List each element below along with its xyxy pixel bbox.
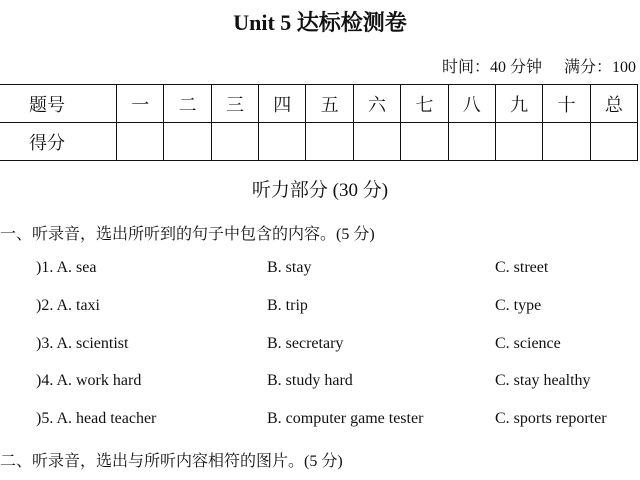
score-cell[interactable] xyxy=(495,123,542,161)
option-a: )3. A. scientist xyxy=(36,335,129,352)
option-row xyxy=(0,335,640,359)
score-table xyxy=(0,84,638,161)
option-b: B. computer game tester xyxy=(267,410,424,427)
option-a: )2. A. taxi xyxy=(36,297,100,314)
col-header: 总 xyxy=(590,85,637,123)
col-header: 九 xyxy=(495,85,542,123)
col-header: 二 xyxy=(164,85,211,123)
option-a: )1. A. sea xyxy=(36,259,97,276)
option-b: B. stay xyxy=(267,259,312,276)
option-c: C. street xyxy=(495,259,549,276)
option-b: B. trip xyxy=(267,297,308,314)
option-row xyxy=(0,410,640,434)
score-cell[interactable] xyxy=(448,123,495,161)
option-c: C. stay healthy xyxy=(495,372,591,389)
option-row xyxy=(0,297,640,321)
col-header: 五 xyxy=(306,85,353,123)
option-c: C. science xyxy=(495,335,561,352)
col-header: 一 xyxy=(117,85,164,123)
option-a: )4. A. work hard xyxy=(36,372,142,389)
option-row xyxy=(0,259,640,283)
exam-title: Unit 5 达标检测卷 xyxy=(233,10,407,35)
option-b: B. study hard xyxy=(267,372,353,389)
col-header: 三 xyxy=(211,85,258,123)
question-1-instruction: 一、听录音，选出所听到的句子中包含的内容。(5 分) xyxy=(0,226,375,243)
listening-section-title: 听力部分 (30 分) xyxy=(251,180,389,201)
score-cell[interactable] xyxy=(543,123,590,161)
col-header: 八 xyxy=(448,85,495,123)
col-header: 四 xyxy=(259,85,306,123)
col-header: 十 xyxy=(543,85,590,123)
option-row xyxy=(0,372,640,396)
score-table-score-row xyxy=(0,123,638,161)
score-cell[interactable] xyxy=(211,123,258,161)
score-cell[interactable] xyxy=(401,123,448,161)
option-c: C. sports reporter xyxy=(495,410,607,427)
option-c: C. type xyxy=(495,297,542,314)
option-b: B. secretary xyxy=(267,335,344,352)
score-table-header-row xyxy=(0,85,638,123)
score-cell[interactable] xyxy=(353,123,400,161)
score-label: 得分 xyxy=(0,123,117,161)
time-score-line xyxy=(442,54,636,77)
score-cell[interactable] xyxy=(590,123,637,161)
time-label: 时间：40 分钟 xyxy=(441,59,542,76)
col-header: 七 xyxy=(401,85,448,123)
question-number-label: 题号 xyxy=(0,85,117,123)
question-2-instruction: 二、听录音，选出与所听内容相符的图片。(5 分) xyxy=(0,453,343,470)
full-score-label: 满分：100 xyxy=(563,59,636,76)
col-header: 六 xyxy=(353,85,400,123)
score-cell[interactable] xyxy=(259,123,306,161)
option-a: )5. A. head teacher xyxy=(36,410,157,427)
score-cell[interactable] xyxy=(117,123,164,161)
score-cell[interactable] xyxy=(164,123,211,161)
score-cell[interactable] xyxy=(306,123,353,161)
